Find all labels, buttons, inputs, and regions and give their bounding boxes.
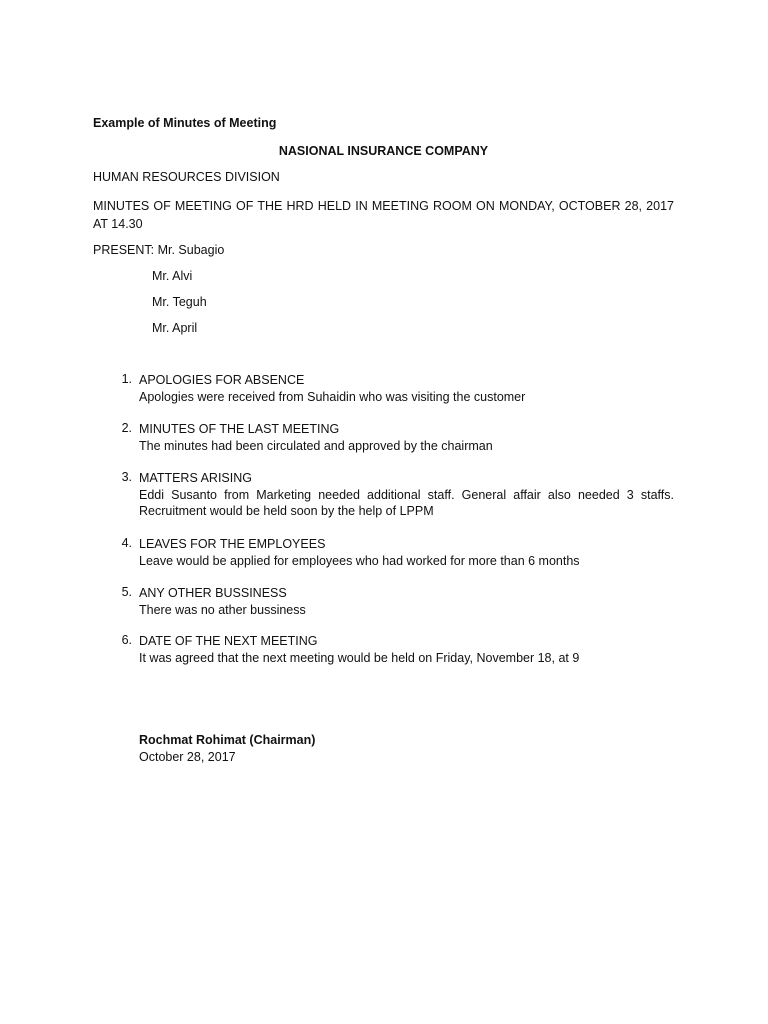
signatory-name: Rochmat Rohimat (Chairman) [139, 733, 316, 747]
agenda-number: 5. [121, 585, 132, 599]
agenda-text: The minutes had been circulated and approved by the chairman [139, 438, 493, 453]
agenda-heading: MATTERS ARISING [139, 471, 252, 485]
agenda-number: 4. [121, 536, 132, 550]
attendee: Mr. Alvi [152, 269, 193, 283]
signature-date: October 28, 2017 [139, 750, 236, 764]
agenda-heading: ANY OTHER BUSSINESS [139, 586, 287, 600]
agenda-number: 6. [121, 633, 132, 647]
division-name: HUMAN RESOURCES DIVISION [93, 170, 280, 184]
agenda-number: 1. [121, 372, 132, 386]
company-name: NASIONAL INSURANCE COMPANY [278, 144, 489, 158]
meeting-heading: MINUTES OF MEETING OF THE HRD HELD IN MEETING ROOM ON MONDAY, OCTOBER 28, 2017 AT 14.30 [93, 199, 674, 231]
agenda-heading: DATE OF THE NEXT MEETING [139, 634, 318, 648]
agenda-number: 2. [121, 421, 132, 435]
agenda-text: Leave would be applied for employees who had worked for more than 6 months [139, 553, 580, 568]
present-line: PRESENT: Mr. Subagio [93, 243, 225, 257]
agenda-text: Eddi Susanto from Marketing needed additional staff. General affair also needed 3 staffs. Recruitment would be held soon by the help of LPPM [139, 487, 674, 518]
document-title: Example of Minutes of Meeting [93, 116, 277, 130]
agenda-number: 3. [121, 470, 132, 484]
agenda-text: It was agreed that the next meeting would be held on Friday, November 18, at 9 [139, 650, 580, 665]
attendee: Mr. Teguh [152, 295, 207, 309]
agenda-heading: LEAVES FOR THE EMPLOYEES [139, 537, 326, 551]
attendee: Mr. April [152, 321, 198, 335]
agenda-heading: APOLOGIES FOR ABSENCE [139, 373, 305, 387]
agenda-text: There was no ather bussiness [139, 602, 306, 617]
agenda-text: Apologies were received from Suhaidin who was visiting the customer [139, 389, 526, 404]
agenda-heading: MINUTES OF THE LAST MEETING [139, 422, 340, 436]
